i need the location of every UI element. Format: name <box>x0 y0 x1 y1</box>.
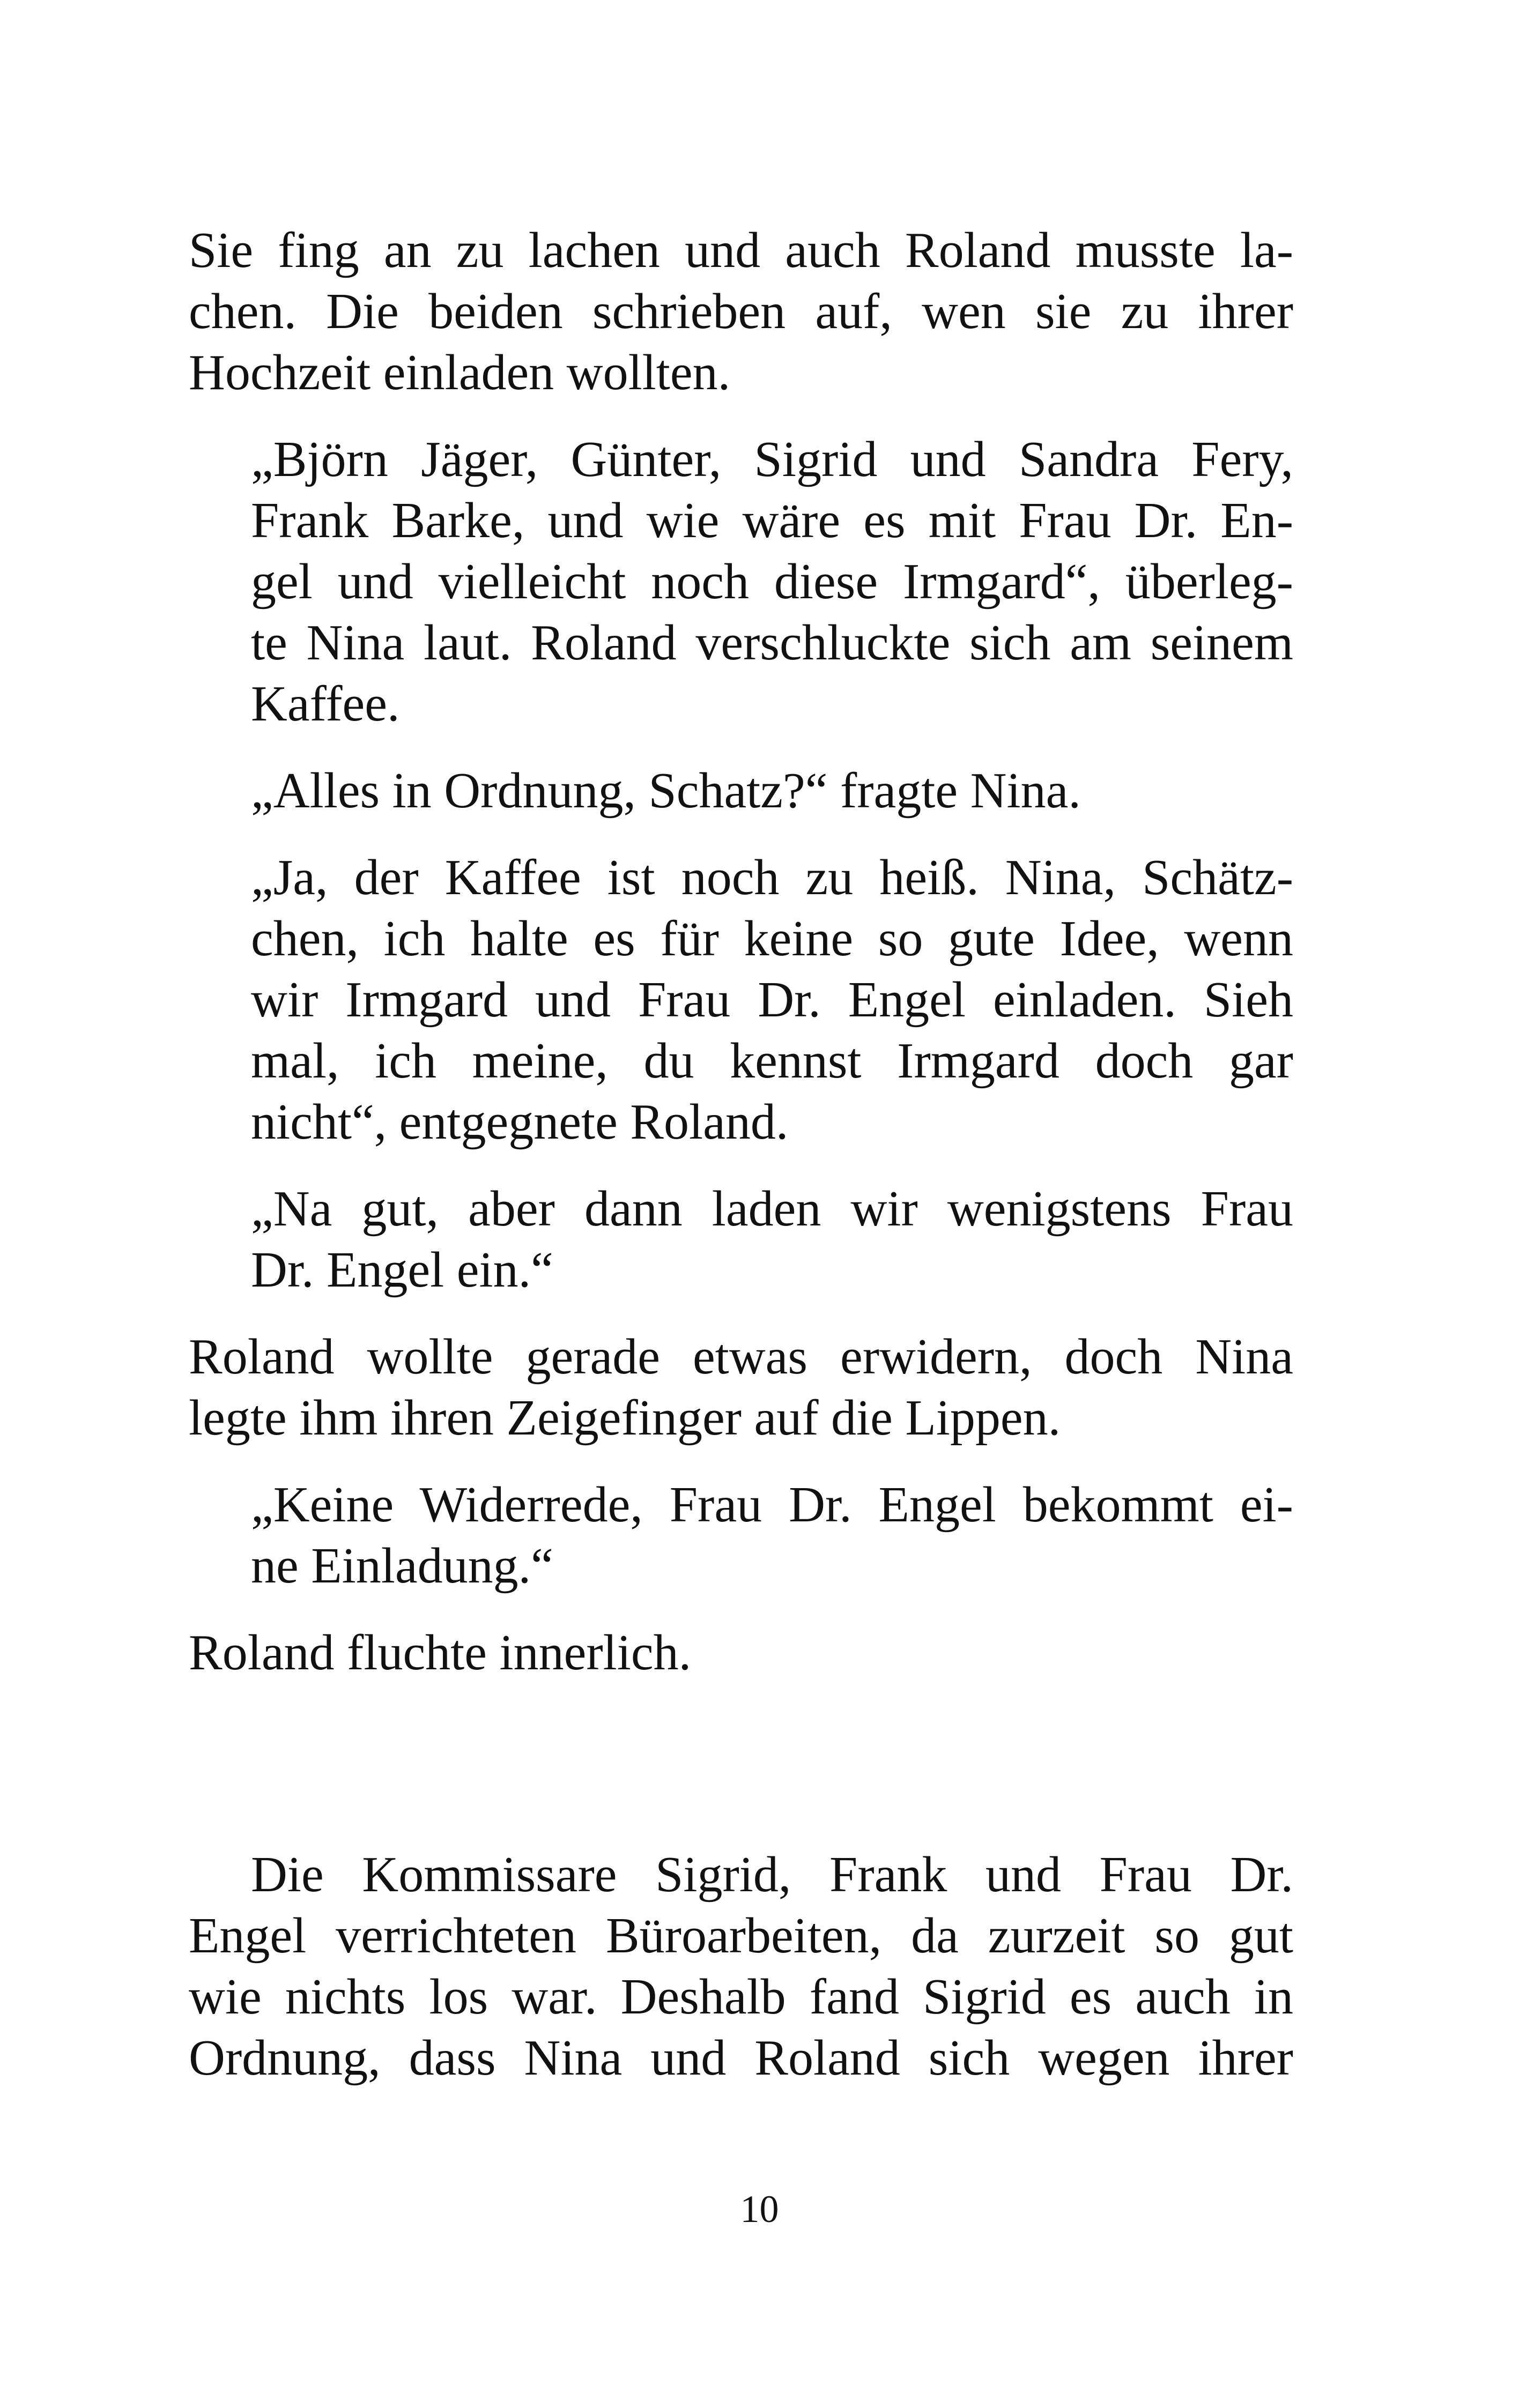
text-line: Sie fing an zu lachen und auch Roland musste la- <box>189 222 1293 278</box>
text-line: Roland fluchte innerlich. <box>189 1625 692 1681</box>
text-line: ne Einladung.“ <box>251 1538 553 1594</box>
text-line: Ordnung, dass Nina und Roland sich wegen ihrer <box>189 2030 1293 2086</box>
paragraph-6 <box>189 1326 1293 1448</box>
text-line: „Keine Widerrede, Frau Dr. Engel bekommt ei- <box>251 1477 1293 1533</box>
text-line: chen, ich halte es für keine so gute Idee, wenn <box>251 911 1293 967</box>
book-page-text <box>189 220 1293 2089</box>
text-line: „Björn Jäger, Günter, Sigrid und Sandra Fery, <box>251 432 1293 487</box>
text-line: „Alles in Ordnung, Schatz?“ fragte Nina. <box>251 763 1081 819</box>
text-line: Hochzeit einladen wollten. <box>189 345 731 400</box>
text-line: legte ihm ihren Zeigefinger auf die Lippen. <box>189 1390 1061 1446</box>
page-number: 10 <box>740 2188 779 2231</box>
text-line: Kaffee. <box>251 676 400 732</box>
text-line: wir Irmgard und Frau Dr. Engel einladen. Sieh <box>251 972 1293 1028</box>
text-line: Frank Barke, und wie wäre es mit Frau Dr. En- <box>251 493 1293 548</box>
dialogue-paragraph-5 <box>189 1178 1293 1300</box>
text-line: Engel verrichteten Büroarbeiten, da zurzeit so gut <box>189 1908 1293 1964</box>
text-line: wie nichts los war. Deshalb fand Sigrid es auch in <box>189 1969 1293 2025</box>
text-line: Die Kommissare Sigrid, Frank und Frau Dr. <box>251 1847 1293 1902</box>
text-line: gel und vielleicht noch diese Irmgard“, überleg- <box>251 554 1293 610</box>
paragraph-1 <box>189 220 1293 403</box>
text-line: nicht“, entgegnete Roland. <box>251 1094 789 1150</box>
dialogue-paragraph-3 <box>189 760 1293 821</box>
text-line: „Na gut, aber dann laden wir wenigstens Frau <box>251 1181 1293 1237</box>
text-line: Roland wollte gerade etwas erwidern, doch Nina <box>189 1329 1293 1385</box>
text-line: chen. Die beiden schrieben auf, wen sie zu ihrer <box>189 284 1293 339</box>
paragraph-9 <box>189 1844 1293 2089</box>
paragraph-8 <box>189 1622 1293 1683</box>
text-line: Dr. Engel ein.“ <box>251 1242 553 1298</box>
dialogue-paragraph-2 <box>189 429 1293 734</box>
text-line: „Ja, der Kaffee ist noch zu heiß. Nina, Schätz- <box>251 850 1293 905</box>
text-line: mal, ich meine, du kennst Irmgard doch gar <box>251 1033 1293 1089</box>
text-line: te Nina laut. Roland verschluckte sich am seinem <box>251 615 1293 671</box>
dialogue-paragraph-7 <box>189 1474 1293 1596</box>
dialogue-paragraph-4 <box>189 847 1293 1153</box>
